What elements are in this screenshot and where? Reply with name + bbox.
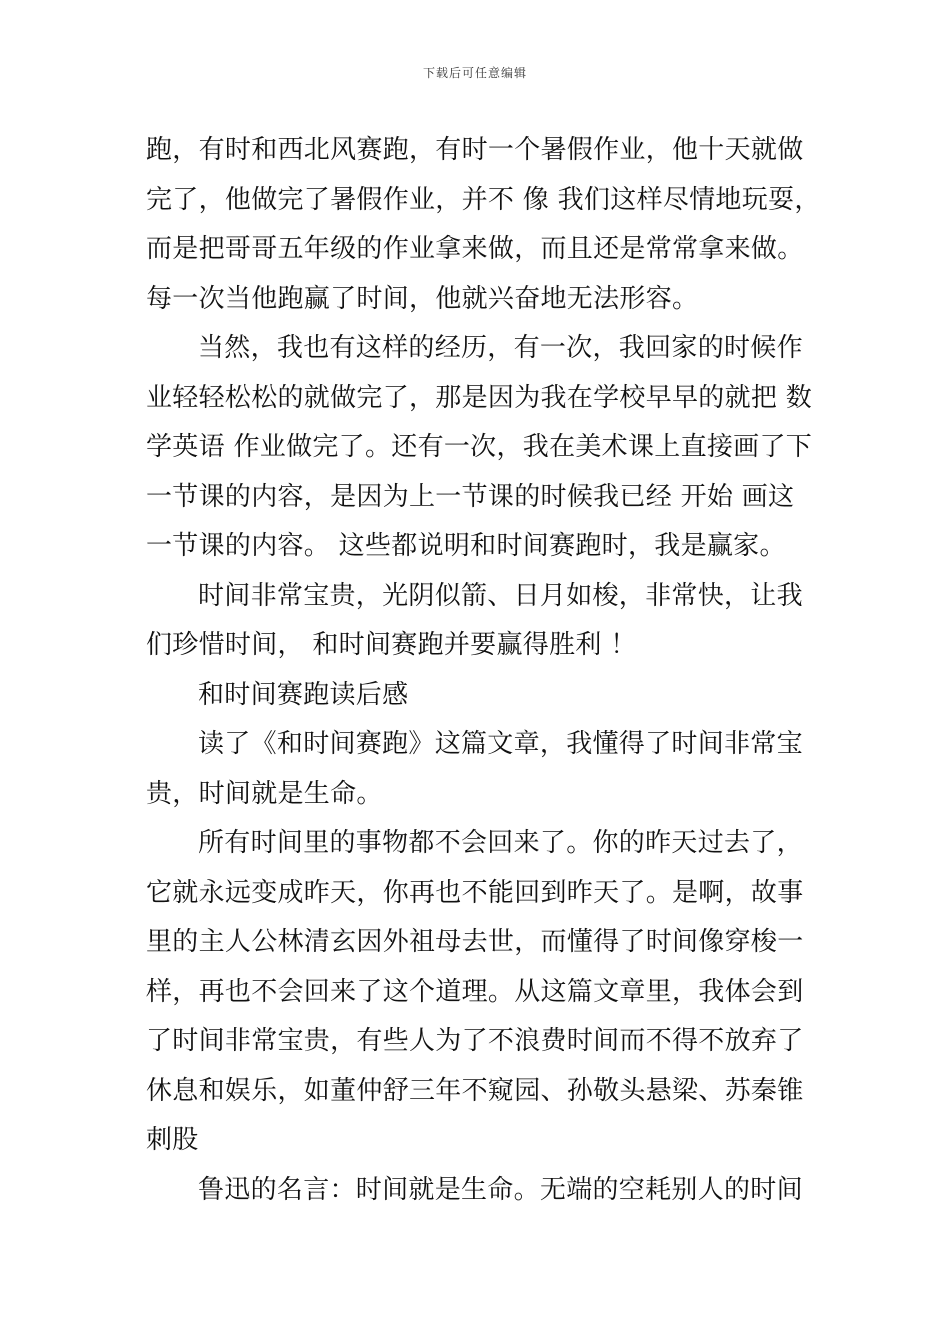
section-title: 和时间赛跑读后感	[198, 679, 409, 710]
text-line: 们珍惜时间， 和时间赛跑并要赢得胜利 ！	[146, 630, 637, 660]
text-line: 而是把哥哥五年级的作业拿来做，而且还是常常拿来做。	[146, 234, 804, 264]
text-line: 刺股	[146, 1125, 199, 1155]
text-line: 所有时间里的事物都不会回来了。你的昨天过去了，	[198, 828, 803, 858]
page-header-note: 下载后可任意编辑	[422, 66, 527, 80]
text-line: 跑，有时和西北风赛跑，有时一个暑假作业，他十天就做	[146, 135, 804, 165]
text-line: 完了，他做完了暑假作业，并不 像 我们这样尽情地玩耍，	[146, 184, 821, 215]
text-line: 一节课的内容。 这些都说明和时间赛跑时，我是赢家。	[146, 531, 786, 561]
text-line: 样，再也不会回来了这个道理。从这篇文章里，我体会到	[146, 976, 804, 1007]
text-line: 它就永远变成昨天，你再也不能回到昨天了。是啊，故事	[146, 877, 804, 908]
text-line: 鲁迅的名言：时间就是生命。无端的空耗别人的时间	[198, 1174, 803, 1205]
text-line: 了时间非常宝贵，有些人为了不浪费时间而不得不放弃了	[146, 1026, 804, 1056]
text-line: 贵，时间就是生命。	[146, 778, 383, 809]
text-line: 学英语 作业做完了。还有一次，我在美术课上直接画了下	[146, 432, 813, 462]
text-line: 当然，我也有这样的经历，有一次，我回家的时候作	[198, 333, 803, 363]
document-body	[146, 126, 821, 1215]
text-line: 每一次当他跑赢了时间，他就兴奋地无法形容。	[146, 283, 699, 314]
text-line: 休息和娱乐，如董仲舒三年不窥园、孙敬头悬梁、苏秦锥	[146, 1075, 804, 1106]
text-line: 业轻轻松松的就做完了，那是因为我在学校早早的就把 数	[146, 382, 813, 413]
text-line: 时间非常宝贵，光阴似箭、日月如梭，非常快，让我	[198, 580, 803, 611]
text-line: 一节课的内容，是因为上一节课的时候我已经 开始 画这	[146, 481, 795, 512]
text-line: 里的主人公林清玄因外祖母去世，而懂得了时间像穿梭一	[146, 927, 804, 957]
text-line: 读了《和时间赛跑》这篇文章，我懂得了时间非常宝	[198, 729, 803, 759]
